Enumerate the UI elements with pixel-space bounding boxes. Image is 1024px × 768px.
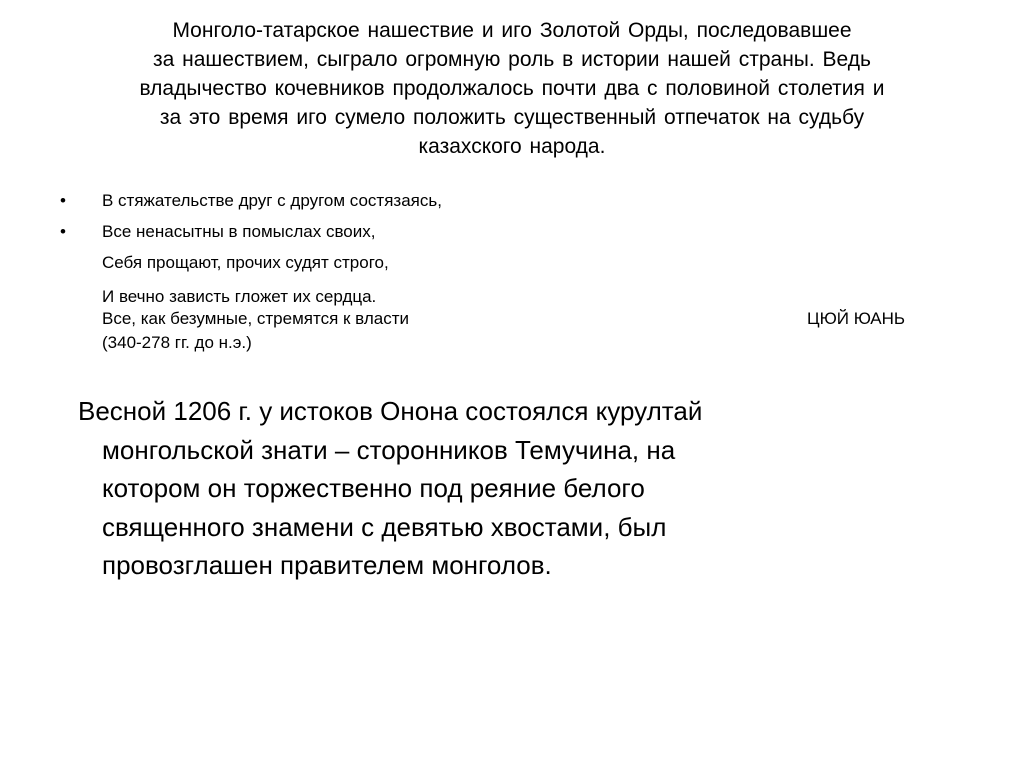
poem-date-text: (340-278 гг. до н.э.) [102, 333, 252, 352]
bullet-icon: • [60, 191, 66, 210]
bullet-icon: • [60, 222, 66, 241]
body-line: провозглашен правителем монголов. [102, 550, 552, 580]
poem-line-text: И вечно зависть гложет их сердца. [102, 287, 377, 306]
slide-title [60, 16, 964, 161]
poem-line-text: Все ненасытны в помыслах своих, [102, 222, 376, 241]
poem-line [60, 216, 960, 247]
body-line: котором он торжественно под реяние белого [102, 473, 645, 503]
poem-quote [60, 185, 960, 355]
poem-line [60, 307, 960, 331]
poem-author: ЦЮЙ ЮАНЬ [807, 309, 906, 328]
title-line: владычество кочевников продолжалось почти два с половиной столетия и [139, 77, 885, 100]
poem-line-text: Все, как безумные, стремятся к власти [102, 309, 409, 328]
poem-line-text: В стяжательстве друг с другом состязаясь, [102, 191, 442, 210]
body-line: священного знамени с девятью хвостами, был [102, 511, 667, 542]
body-line: Весной 1206 г. у истоков Онона состоялся курултай [78, 396, 703, 426]
title-line: за нашествием, сыграло огромную роль в истории нашей страны. Ведь [153, 48, 871, 71]
body-paragraph [60, 392, 960, 585]
poem-line [60, 185, 960, 216]
poem-line [60, 247, 960, 278]
body-line: монгольской знати – сторонников Темучина, на [102, 434, 676, 465]
title-line: Монголо-татарское нашествие и иго Золотой Орды, последовавшее [172, 19, 852, 42]
title-line: за это время иго сумело положить существенный отпечаток на судьбу [159, 106, 865, 129]
poem-line-text: Себя прощают, прочих судят строго, [102, 253, 389, 272]
poem-date [60, 331, 960, 355]
title-line: казахского народа. [418, 135, 606, 158]
